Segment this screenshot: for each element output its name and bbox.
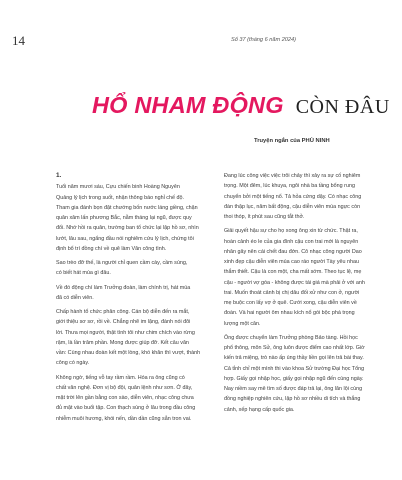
text-line: chất văn nghệ. Đơn vị bộ đội, quân lệnh như sơn. Ở đây, (56, 384, 193, 391)
title-main: HỔ NHAM ĐỘNG (92, 92, 284, 118)
text-line: lượng một cân. (224, 320, 261, 327)
text-line: Quảng lý lịch trong suốt, nhận thông báo nghỉ chế độ. (56, 194, 184, 201)
text-line: đổi. Nhớ hồi ra quân, trường ban tổ chức lại lập hồ sơ, nhìn (56, 225, 199, 232)
text-line: công có ngày. (56, 360, 90, 367)
text-line: lời. Thưa mọi người, thật tình tôi như chim chích vào rừng (56, 329, 195, 336)
text-line: trọng. Một đêm, lúc khuya, ngôi nhà ba tầng bổng rung (224, 183, 355, 190)
text-line: Chấp hành tổ chức phân công. Cán bộ diễn đến ra mắt, (56, 309, 190, 315)
text-line: Nay niềm say mê tìm số được đáp trả lại, ông lăn lội cùng (224, 386, 363, 392)
text-line: Về đó động chí làm Trưởng đoàn, làm chính trị, hát múa (56, 284, 191, 291)
text-line: Cả tỉnh chỉ một mình thi vào khoa Sử trường Đại học Tổng (224, 365, 365, 372)
text-line: Ông được chuyển làm Trưởng phòng Bảo tàng. Hồi học (224, 334, 358, 341)
text-line: đàn thập lục, năm bất động, cậu diễn viên múa ngực còn (224, 203, 361, 210)
text-line: nhân gây nên cái chết đau đớn. Cô nhạc công người Dao (224, 248, 362, 255)
text-line: kiến trả miệng, trò nào ấp úng thầy liền gọi lên trả bài thay. (224, 355, 364, 362)
byline: Truyện ngắn của PHÙ NINH (254, 138, 330, 144)
text-line: đã có diễn viên. (56, 294, 94, 301)
text-line: trai. Muốn thoát cảnh bị chị dâu đối xử như con ở, người (224, 289, 360, 296)
text-line: rậm, là lần trâm phần. Mong được giúp đỡ. Kết câu văn (56, 339, 189, 346)
page-number: 14 (12, 33, 25, 48)
text-line: thoi thóp, ít phút sau cũng tắt thở. (224, 214, 305, 220)
text-line: cậu - người vợ góa - không được tái giá mà phải ở với anh (224, 279, 365, 286)
text-line: lướt, lâu sau, ngẩng đầu nói nghiêm cứu lý lịch, chứng tôi (56, 235, 194, 242)
text-line: nhiễm muôi hương, khói nến, dần dần cũng sẵn tron vai. (56, 415, 192, 422)
text-line: Sao trèo đỡ thế, là người chỉ quen cầm cày, cầm súng, (56, 260, 188, 266)
text-line: hợp. Giấy gọi nhập học, giấy gọi nhập ngũ đến cùng ngày. (224, 375, 364, 382)
text-line: xinh đẹp cậu diễn viên múa cao ráo người Tày yêu nhau (224, 259, 360, 265)
text-line: vần: Cùng nhau đoàn kết một lòng, khó khăn thì vượt, thành (56, 350, 201, 356)
text-line: mẹ buộc con lấy vợ ở quê. Cưới xong, cậu diễn viên về (224, 300, 357, 306)
text-line: Đang lúc công việc việc trôi chảy thì xảy ra sự cố nghiêm (224, 173, 361, 179)
text-line: giới thiệu sơ sơ, rồi về. Chẳng nhẽ im lặng, đành nói đôi (56, 319, 191, 326)
text-line: đủ mặt vào buổi tập. Con thạch sùng ở lâu trong đầu công (56, 405, 196, 412)
text-line: có biết hát múa gì đâu. (56, 270, 111, 277)
text-line: phổ thông, môn Sử, ông luôn được điểm cao nhất lớp. Giờ (224, 345, 365, 351)
text-line: Giải quyết hậu sự cho họ xong ông xin từ chức. Thật ra, (224, 228, 358, 235)
right-column (224, 171, 388, 415)
text-line: Tuổi năm mươi sáu, Cựu chiến binh Hoàng Nguyên (56, 184, 180, 191)
story-title (92, 92, 390, 119)
section-number: 1. (56, 172, 62, 179)
text-line: định bổ trí đồng chí về quê làm Văn công tình. (56, 245, 167, 252)
text-line: thắm thiết. Cậu là con một, cha mất sớm. Theo tục lệ, mẹ (224, 269, 362, 276)
text-line: quân xâm lấn phương Bắc, nằm tháng lại ngũ, được quy (56, 215, 192, 221)
text-line: Không ngờ, tiếng vỗ tay rầm rầm. Hóa ra ông cũng có (56, 374, 185, 381)
issue-line: Số 37 (tháng 6 năm 2024) (231, 37, 296, 43)
text-line: Tham gia đánh bọn đặt chướng bốn nước láng giềng, chặn (56, 204, 198, 211)
text-line: mặt trời lên gần bằng con sào, diễn viên, nhạc công chưa (56, 395, 194, 401)
text-line: đoàn. Và hai người ôm nhau kích nổ gói bộc phá trọng (224, 310, 355, 317)
title-sub: CÒN ĐÂU (295, 96, 390, 118)
text-line: cảnh, xếp hạng cấp quốc gia. (224, 406, 295, 413)
text-line: chuyển bởi một tiếng nổ. Tả hỏa cứng dậy. Có nhạc công (224, 193, 362, 200)
left-column (56, 171, 220, 424)
text-line: đồng nghiệp nghiên cứu, lập hồ sơ nhiều di tích và thắng (224, 396, 361, 403)
text-line: hoàn cảnh éo le của gia đình cậu con trai mới là nguyên (224, 238, 359, 245)
